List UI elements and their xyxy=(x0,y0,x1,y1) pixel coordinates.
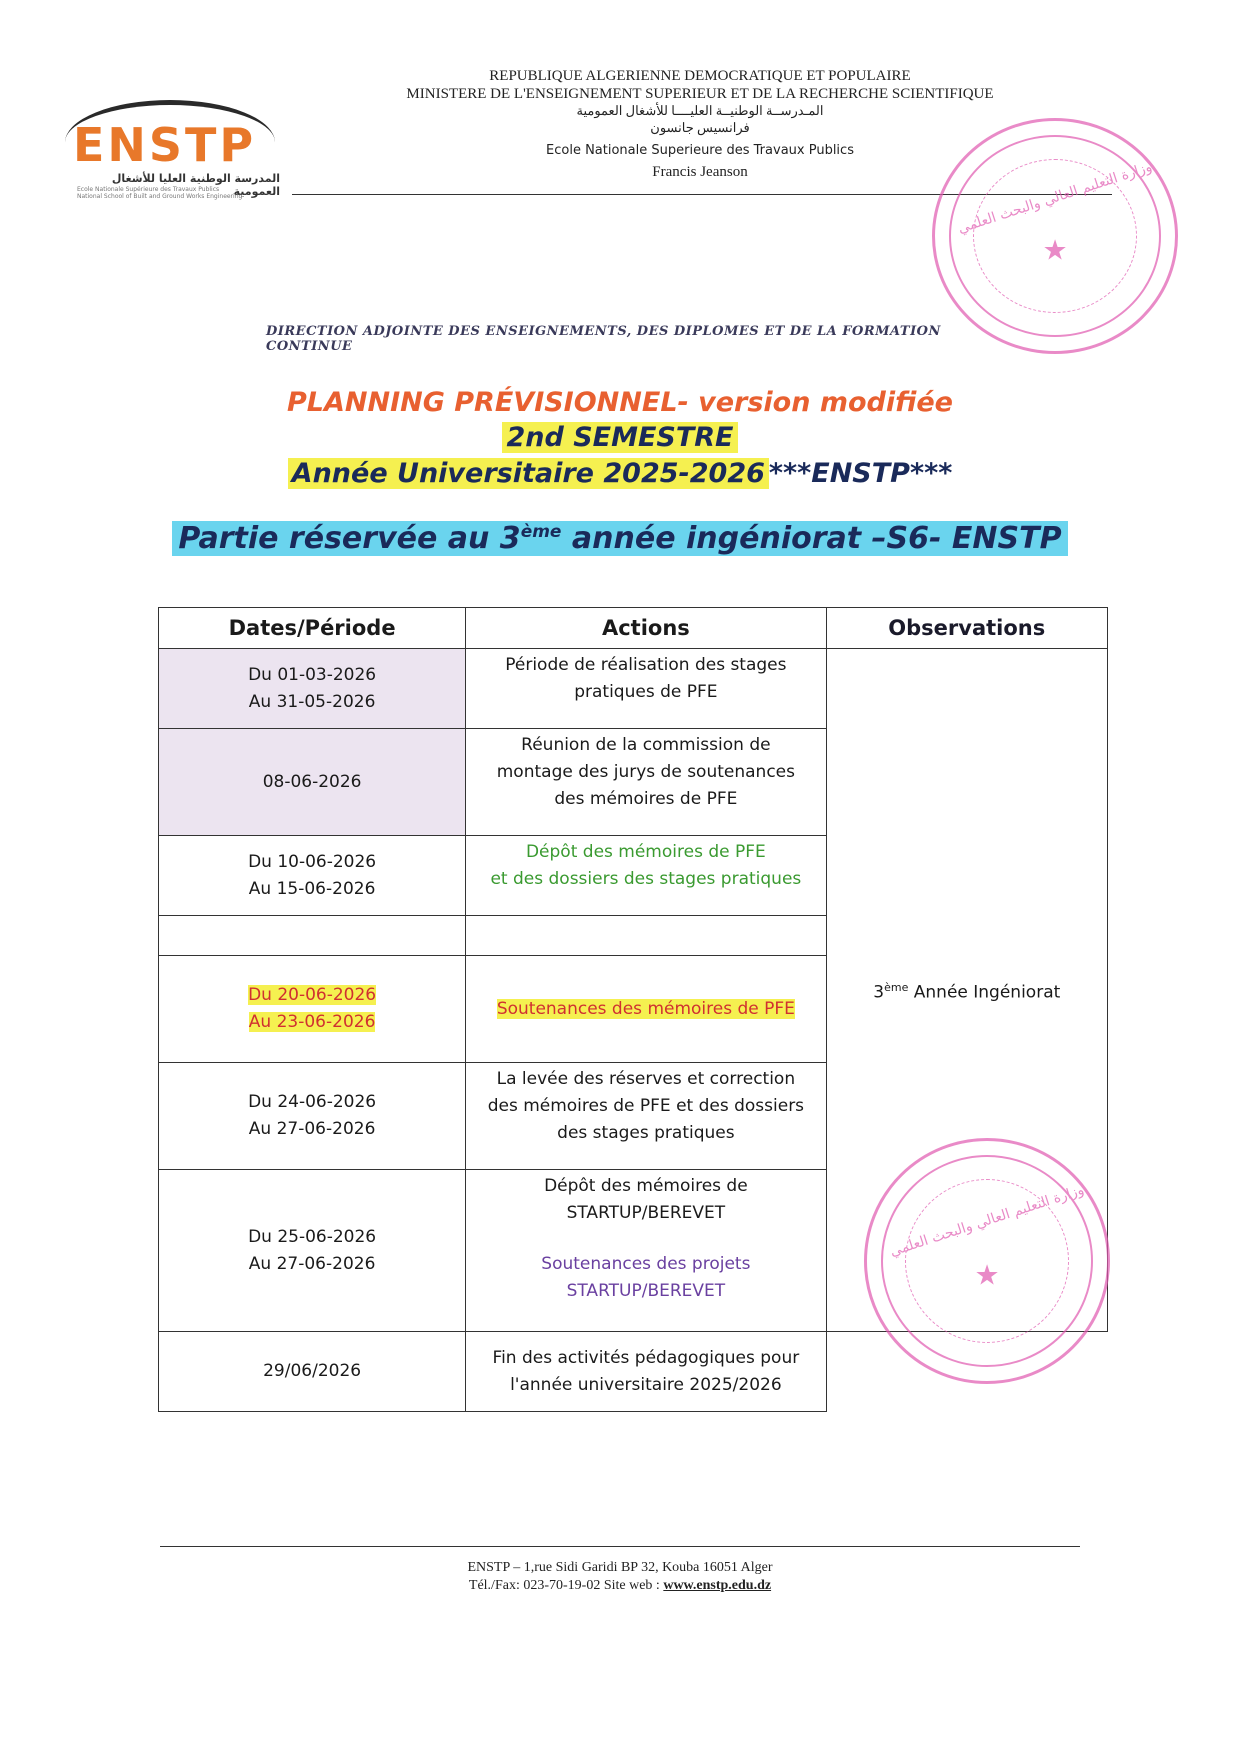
footer-divider xyxy=(160,1546,1080,1547)
action-cell xyxy=(466,1063,826,1170)
header-francis-jeanson: Francis Jeanson xyxy=(652,164,748,180)
date-cell xyxy=(159,1332,466,1412)
footer-website-link[interactable]: www.enstp.edu.dz xyxy=(663,1578,772,1593)
action-cell xyxy=(466,649,826,729)
official-stamp-bottom xyxy=(864,1138,1110,1384)
logo-subtitle-fr: Ecole Nationale Supérieure des Travaux Publics xyxy=(77,186,220,193)
action-line: des mémoires de PFE xyxy=(554,789,738,809)
action-cell xyxy=(466,1170,826,1332)
logo-subtitle-en: National School of Built and Ground Works Engineering xyxy=(77,193,243,200)
date-end: Au 15-06-2026 xyxy=(248,878,376,899)
observation-sup: ème xyxy=(884,980,909,994)
enstp-logo xyxy=(45,100,280,200)
action-cell xyxy=(466,836,826,916)
date-start: Du 24-06-2026 xyxy=(248,1092,377,1112)
semester-title xyxy=(0,422,1240,453)
footer-contact xyxy=(0,1578,1240,1594)
header-dates: Dates/Période xyxy=(159,608,466,649)
header-republic: REPUBLIQUE ALGERIENNE DEMOCRATIQUE ET POPULAIRE xyxy=(489,68,911,84)
observation-post: Année Ingéniorat xyxy=(908,982,1061,1003)
date-start: Du 10-06-2026 xyxy=(248,851,377,872)
stamp-text: وزارة التعليم العالي والبحث العلمي xyxy=(956,159,1154,237)
date-cell xyxy=(159,956,466,1063)
academic-year-title xyxy=(0,458,1240,489)
action-line: Dépôt des mémoires de xyxy=(544,1176,748,1196)
date-start: Du 25-06-2026 xyxy=(248,1226,377,1247)
action-line: La levée des réserves et correction xyxy=(496,1069,796,1089)
action-cell xyxy=(466,1332,826,1412)
planning-title: PLANNING PRÉVISIONNEL- version modifiée xyxy=(286,387,953,418)
section-title xyxy=(0,521,1240,556)
semester-text: 2nd SEMESTRE xyxy=(502,422,737,453)
footer-phone: Tél./Fax: 023-70-19-02 Site web : xyxy=(468,1578,664,1593)
direction-heading: DIRECTION ADJOINTE DES ENSEIGNEMENTS, DES DIPLOMES ET DE LA FORMATION CONTINUE xyxy=(266,324,941,354)
star-icon: ★ xyxy=(1042,233,1068,267)
academic-year-text: Année Universitaire 2025-2026 xyxy=(288,458,769,489)
date-single: 29/06/2026 xyxy=(263,1361,362,1381)
header-observations: Observations xyxy=(826,608,1107,649)
footer-address: ENSTP – 1,rue Sidi Garidi BP 32, Kouba 16051 Alger xyxy=(467,1560,773,1575)
action-line: pratiques de PFE xyxy=(574,682,718,702)
action-line: STARTUP/BEREVET xyxy=(566,1203,726,1223)
action-line: Réunion de la commission de xyxy=(521,735,771,755)
action-line: et des dossiers des stages pratiques xyxy=(490,869,802,889)
observation-pre: 3 xyxy=(873,982,885,1003)
action-line: Période de réalisation des stages xyxy=(505,655,787,675)
logo-arabic: المدرسة الوطنية العليا للأشغال العمومية xyxy=(111,172,280,198)
section-title-highlight xyxy=(172,521,1067,556)
date-cell xyxy=(159,836,466,916)
action-cell xyxy=(466,956,826,1063)
star-icon: ★ xyxy=(974,1258,1000,1292)
section-title-sup: ème xyxy=(520,522,562,542)
date-cell xyxy=(159,729,466,836)
header-actions: Actions xyxy=(466,608,826,649)
table-header-row xyxy=(159,608,1108,649)
date-single: 08-06-2026 xyxy=(262,771,362,792)
action-line: Dépôt des mémoires de PFE xyxy=(525,842,766,862)
date-end: Au 31-05-2026 xyxy=(248,691,376,712)
date-start: Du 01-03-2026 xyxy=(248,664,377,685)
action-line: Fin des activités pédagogiques pour xyxy=(492,1347,800,1368)
section-title-pre: Partie réservée au 3 xyxy=(178,521,521,556)
table-row xyxy=(159,649,1108,729)
date-cell xyxy=(159,649,466,729)
header-school-name: Ecole Nationale Superieure des Travaux Publics xyxy=(546,143,854,158)
date-end: Au 27-06-2026 xyxy=(248,1253,376,1274)
action-line: des stages pratiques xyxy=(557,1123,735,1143)
action-line: STARTUP/BEREVET xyxy=(566,1281,726,1301)
date-cell xyxy=(159,1170,466,1332)
section-title-post: année ingéniorat –S6- ENSTP xyxy=(561,521,1062,556)
date-end: Au 23-06-2026 xyxy=(248,1012,376,1032)
date-cell-empty xyxy=(159,916,466,956)
date-end: Au 27-06-2026 xyxy=(248,1119,376,1139)
action-line: Soutenances des mémoires de PFE xyxy=(496,998,795,1019)
action-line: des mémoires de PFE et des dossiers xyxy=(487,1096,805,1116)
action-cell-empty xyxy=(466,916,826,956)
date-cell xyxy=(159,1063,466,1170)
header-school-arabic: المـدرســة الوطنيــة العليــــا للأشغال العمومية xyxy=(576,103,824,118)
action-line: montage des jurys de soutenances xyxy=(496,762,795,782)
header-ministry: MINISTERE DE L'ENSEIGNEMENT SUPERIEUR ET DE LA RECHERCHE SCIENTIFIQUE xyxy=(406,86,994,102)
logo-text: ENSTP xyxy=(73,118,257,172)
action-cell xyxy=(466,729,826,836)
date-start: Du 20-06-2026 xyxy=(248,985,377,1005)
logo-subtitle xyxy=(77,186,242,200)
action-line: l'année universitaire 2025/2026 xyxy=(510,1374,782,1395)
stamp-text: وزارة التعليم العالي والبحث العلمي xyxy=(888,1182,1086,1260)
official-stamp-top xyxy=(932,118,1178,354)
enstp-tag: ***ENSTP*** xyxy=(768,458,953,489)
action-line: Soutenances des projets xyxy=(541,1254,751,1274)
header-francis-arabic: فرانسيس جانسون xyxy=(650,120,750,135)
